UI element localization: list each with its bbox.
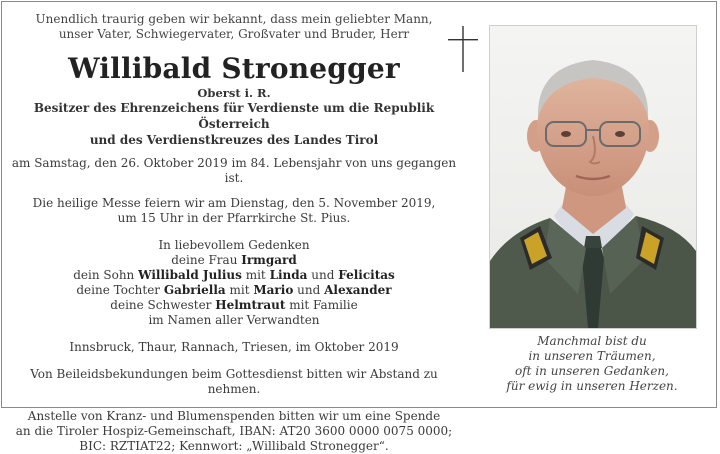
mourner-daughter-partner: Mario xyxy=(253,283,294,297)
mourner-sister-suffix: mit Familie xyxy=(285,298,358,312)
rank: Oberst i. R. xyxy=(197,86,271,100)
deceased-name: Willibald Stronegger xyxy=(68,52,400,85)
mourner-son-name: Willibald Julius xyxy=(138,268,242,282)
latin-cross-icon xyxy=(448,26,478,72)
mourner-daughter-child: Alexander xyxy=(324,283,392,297)
caption-line: für ewig in unseren Herzen. xyxy=(506,379,678,393)
mass-line-2: um 15 Uhr in der Pfarrkirche St. Pius. xyxy=(117,211,351,225)
mourner-son-child: Felicitas xyxy=(338,268,395,282)
all-relatives-line: im Namen aller Verwandten xyxy=(148,313,320,327)
caption-line: Manchmal bist du xyxy=(537,334,647,348)
mourner-daughter-prefix: deine Tochter xyxy=(76,283,164,297)
mourner-son-mit: mit xyxy=(241,268,270,282)
mourner-daughter xyxy=(10,283,458,298)
obituary-notice xyxy=(1,1,717,453)
honors-line-2: und des Verdienstkreuzes des Landes Tirol xyxy=(89,133,379,147)
honors-line-1: Besitzer des Ehrenzeichens für Verdienste um die Republik Österreich xyxy=(33,101,435,131)
mourner-son-prefix: dein Sohn xyxy=(73,268,139,282)
place-date: Innsbruck, Thaur, Rannach, Triesen, im Oktober 2019 xyxy=(69,340,399,354)
mourner-son-und: und xyxy=(307,268,339,282)
mourner-wife-prefix: deine Frau xyxy=(171,253,242,267)
intro-line-2: unser Vater, Schwiegervater, Großvater und Bruder, Herr xyxy=(58,27,410,41)
obituary-text xyxy=(10,12,458,454)
portrait-photo xyxy=(489,25,697,329)
memory-heading: In liebevollem Gedenken xyxy=(158,238,310,252)
mourner-daughter-name: Gabriella xyxy=(163,283,226,297)
death-line: am Samstag, den 26. Oktober 2019 im 84. Lebensjahr von uns gegangen ist. xyxy=(11,156,457,185)
mourner-son xyxy=(10,268,458,283)
portrait-illustration xyxy=(490,26,696,328)
caption-line: oft in unseren Gedanken, xyxy=(515,364,669,378)
mourner-sister xyxy=(10,298,458,313)
donation-line-1: Anstelle von Kranz- und Blumenspenden bitten wir um eine Spende xyxy=(27,409,441,423)
mourner-wife-name: Irmgard xyxy=(241,253,297,267)
donation-line-3: BIC: RZTIAT22; Kennwort: „Willibald Stronegger“. xyxy=(79,439,389,453)
condolence-note: Von Beileidsbekundungen beim Gottesdienst bitten wir Abstand zu nehmen. xyxy=(30,367,438,396)
mourner-daughter-und: und xyxy=(293,283,325,297)
photo-caption xyxy=(489,334,695,394)
mourner-sister-name: Helmtraut xyxy=(215,298,286,312)
mourner-son-partner: Linda xyxy=(269,268,308,282)
mourner-sister-prefix: deine Schwester xyxy=(110,298,216,312)
intro-line-1: Unendlich traurig geben wir bekannt, dass mein geliebter Mann, xyxy=(35,12,433,26)
mourner-wife xyxy=(10,253,458,268)
caption-line: in unseren Träumen, xyxy=(528,349,656,363)
mass-line-1: Die heilige Messe feiern wir am Dienstag, den 5. November 2019, xyxy=(32,196,436,210)
mourner-daughter-mit: mit xyxy=(225,283,254,297)
donation-line-2: an die Tiroler Hospiz-Gemeinschaft, IBAN: AT20 3600 0000 0075 0000; xyxy=(15,424,453,438)
